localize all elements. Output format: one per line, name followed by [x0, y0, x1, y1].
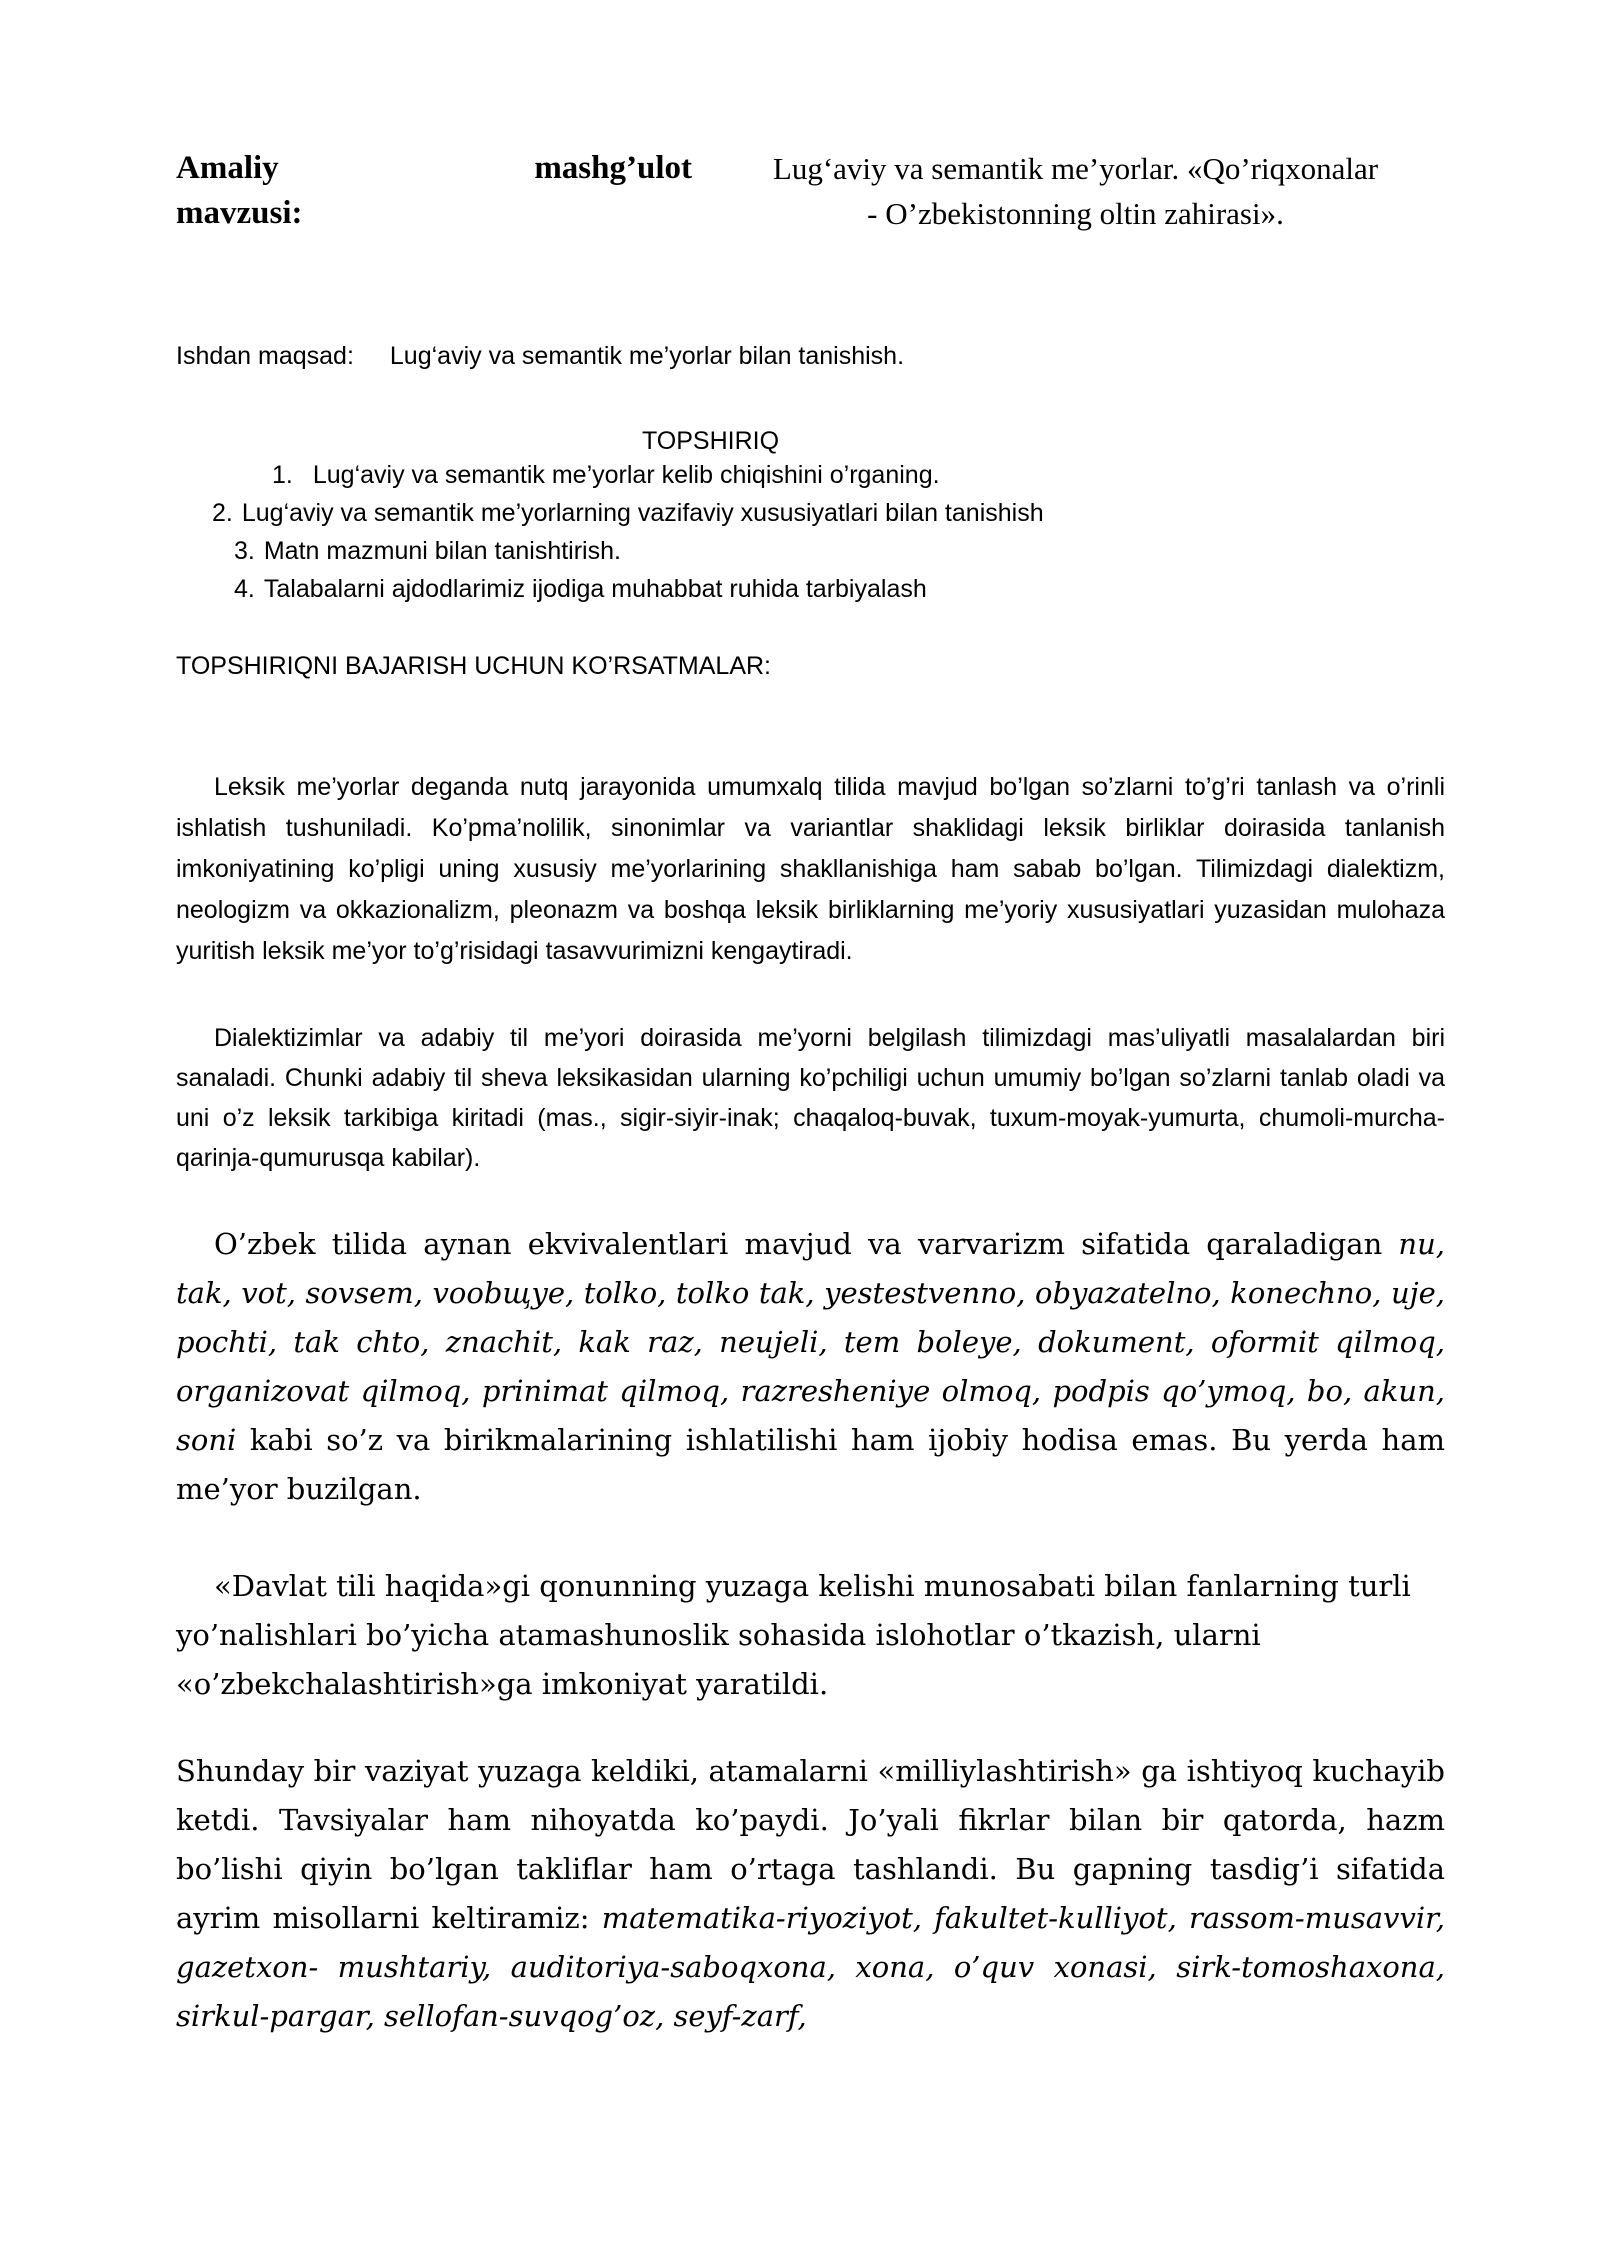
- task-list: [176, 456, 1445, 608]
- page-title-line1: Lug‘aviy va semantik me’yorlar. «Qo’riqxonalar: [772, 151, 1379, 186]
- task-item-2-number: 2.: [212, 499, 233, 527]
- task-item-4-number: 4.: [234, 575, 255, 603]
- task-item-2: [176, 494, 1445, 532]
- task-item-1-text: Lug‘aviy va semantik me’yorlar kelib chiqishini o’rganing.: [312, 461, 940, 489]
- paragraph-davlat-tili: «Davlat tili haqida»gi qonunning yuzaga kelishi munosabati bilan fanlarning turli yo’nalishlari bo’yicha atamashunoslik sohasida islohotlar o’tkazish, ularni «o’zbekchalashtirish»ga imkoniyat yaratildi.: [176, 1569, 1411, 1701]
- paragraph-varvarizm: O’zbek tilida aynan ekvivalentlari mavjud va varvarizm sifatida qaraladigan nu, tak, vot, sovsem, voobщye, tolko, tolko tak, yestestvenno, obyazatelno, konechno, uje, pochti, tak chto, znachit, kak raz, neujeli, tem boleye, dokument, oformit qilmoq, organizovat qilmoq, prinimat qilmoq, razresheniye olmoq, podpis qo’ymoq, bo, akun, soni kabi so’z va birikmalarining ishlatilishi ham ijobiy hodisa emas. Bu yerda ham me’yor buzilgan.: [176, 1227, 1445, 1506]
- purpose-text: Lug‘aviy va semantik me’yorlar bilan tanishish.: [389, 342, 905, 370]
- task-item-4-text: Talabalarni ajdodlarimiz ijodiga muhabbat ruhida tarbiyalash: [263, 575, 927, 603]
- task-item-3: [176, 532, 1445, 570]
- tasks-heading: TOPSHIRIQ: [641, 427, 780, 455]
- header-label-word3: mavzusi:: [176, 195, 303, 231]
- purpose-label: Ishdan maqsad:: [176, 342, 354, 370]
- paragraph-dialektizimlar: Dialektizimlar va adabiy til me’yori doirasida me’yorni belgilash tilimizdagi mas’uliyatli masalalardan biri sanaladi. Chunki adabiy til sheva leksikasidan ularning ko’pchiligi uchun umumiy bo’lgan so’zlarni tanlab oladi va uni o’z leksik tarkibiga kiritadi (mas., sigir-siyir-inak; chaqaloq-buvak, tuxum-moyak-yumurta, chumoli-murcha-qarinja-qumurusqa kabilar).: [176, 1024, 1445, 1172]
- task-item-2-text: Lug‘aviy va semantik me’yorlarning vazifaviy xususiyatlari bilan tanishish: [241, 499, 1044, 527]
- paragraph-milliylashtirish: Shunday bir vaziyat yuzaga keldiki, atamalarni «milliylashtirish» ga ishtiyoq kuchayib ketdi. Tavsiyalar ham nihoyatda ko’paydi. Jo’yali fikrlar bilan bir qatorda, hazm bo’lishi qiyin bo’lgan takliflar ham o’rtaga tashlandi. Bu gapning tasdig’i sifatida ayrim misollarni keltiramiz: matematika-riyoziyot, fakultet-kulliyot, rassom-musavvir, gazetxon- mushtariy, auditoriya-saboqxona, xona, o’quv xonasi, sirk-tomoshaxona, sirkul-pargar, sellofan-suvqog’oz, seyf-zarf,: [176, 1754, 1445, 2033]
- document-header: [176, 146, 1445, 236]
- header-label-row1: [176, 146, 696, 191]
- instructions-heading: TOPSHIRIQNI BAJARISH UCHUN KO’RSATMALAR:: [176, 652, 771, 680]
- page-title-line2: - O’zbekistonning oltin zahirasi».: [867, 196, 1284, 231]
- task-item-3-text: Matn mazmuni bilan tanishtirish.: [263, 537, 621, 565]
- task-item-3-number: 3.: [234, 537, 255, 565]
- task-item-1: [176, 456, 1445, 494]
- page-title: [696, 146, 1445, 236]
- header-label-word1: Amaliy: [176, 150, 279, 186]
- task-item-1-number: 1.: [272, 461, 293, 489]
- header-label: [176, 146, 696, 236]
- header-label-word2: mashg’ulot: [534, 150, 692, 186]
- task-item-4: [176, 570, 1445, 608]
- purpose-line: [176, 342, 1445, 371]
- paragraph-leksik-meyorlar: Leksik me’yorlar deganda nutq jarayonida umumxalq tilida mavjud bo’lgan so’zlarni to’g’ri tanlash va o’rinli ishlatish tushuniladi. Ko’pma’nolilik, sinonimlar va variantlar shaklidagi leksik birliklar doirasida tanlanish imkoniyatining ko’pligi uning xususiy me’yorlarining shakllanishiga ham sabab bo’lgan. Tilimizdagi dialektizm, neologizm va okkazionalizm, pleonazm va boshqa leksik birliklarning me’yoriy xususiyatlari yuzasidan mulohaza yuritish leksik me’yor to’g’risidagi tasavvurimizni kengaytiradi.: [176, 773, 1445, 965]
